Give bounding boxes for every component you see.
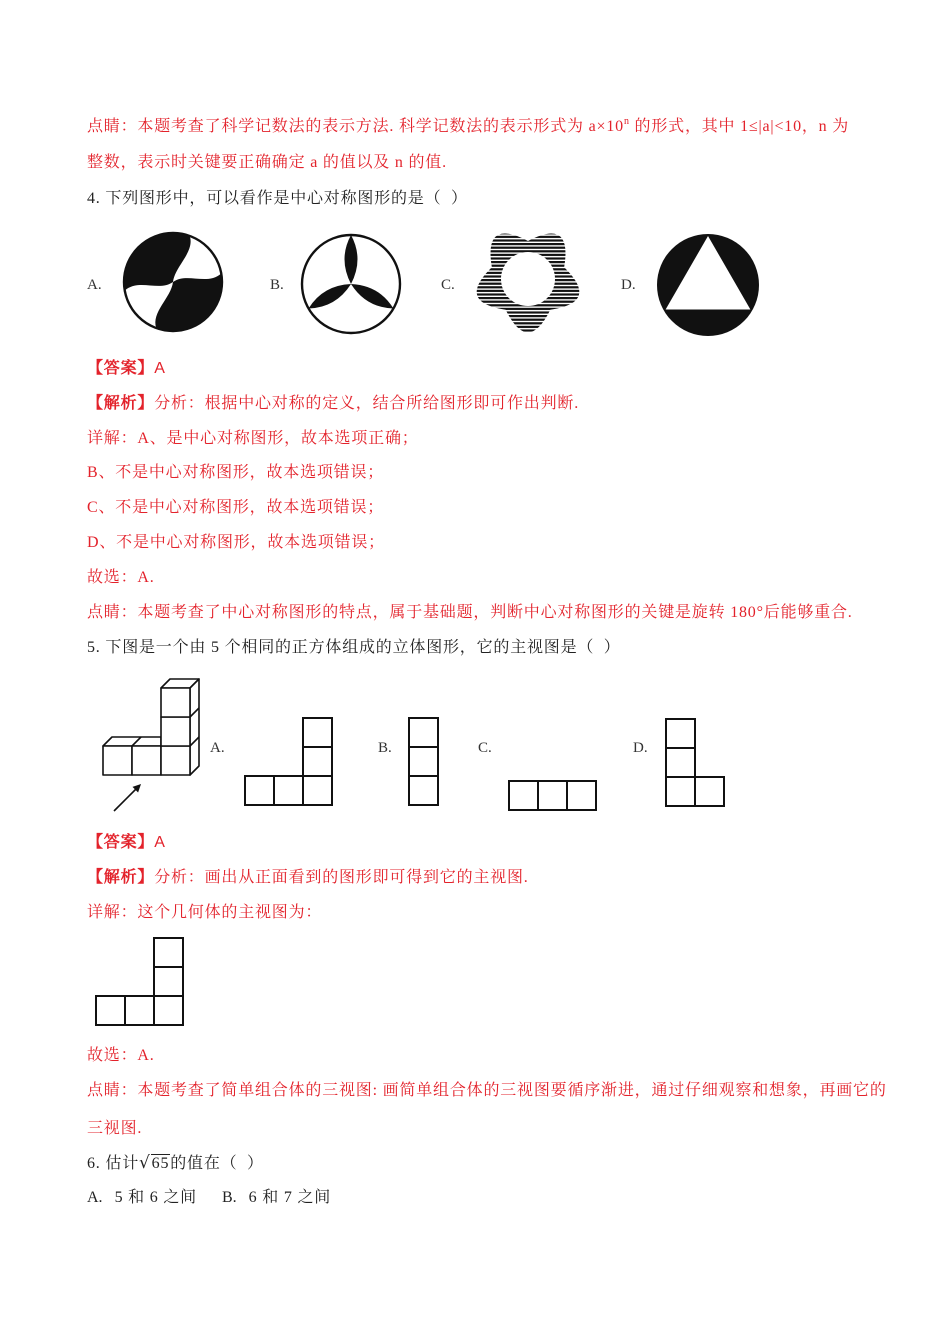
q5-analysis <box>87 866 529 890</box>
q3-note-line-1 <box>87 115 849 139</box>
q3-note-text-a: 点睛：本题考查了科学记数法的表示方法. 科学记数法的表示形式为 a×10 <box>87 118 624 135</box>
q5-note-line-1: 点睛：本题考查了简单组合体的三视图: 画简单组合体的三视图要循序渐进，通过仔细观察和想象，再画它的 <box>87 1082 887 1099</box>
q4-stem: 4. 下列图形中，可以看作是中心对称图形的是（ ） <box>87 190 468 207</box>
q4-option-label-d: D. <box>621 277 636 293</box>
q5-figure-d-reverse-l-shape <box>666 719 724 806</box>
q5-cube-solid-figure <box>103 679 199 775</box>
q5-option-label-b: B. <box>378 740 392 756</box>
q5-note-line-2: 三视图. <box>87 1120 143 1137</box>
q4-answer-tag: 【答案】 <box>87 360 155 377</box>
q5-answer <box>87 831 166 855</box>
view-direction-arrow-icon <box>114 784 141 811</box>
q5-analysis-text: 分析：画出从正面看到的图形即可得到它的主视图. <box>154 869 529 886</box>
q5-option-label-a: A. <box>210 740 225 756</box>
q5-figure-b-vertical-column <box>409 718 438 805</box>
q4-analysis-tag: 【解析】 <box>87 395 155 412</box>
q6-option-a-label: A. <box>87 1189 103 1206</box>
q5-detail: 详解：这个几何体的主视图为： <box>87 904 323 921</box>
q6-stem-suffix: 的值在（ ） <box>170 1155 264 1172</box>
q4-figure-a-swirl-circle <box>124 233 222 331</box>
q6-option-b <box>222 1186 331 1210</box>
q4-detail-b: B、不是中心对称图形，故本选项错误； <box>87 464 385 481</box>
radicand: 65 <box>151 1155 170 1172</box>
q5-front-view-answer-figure <box>96 938 183 1025</box>
q4-detail-d: D、不是中心对称图形，故本选项错误； <box>87 534 385 551</box>
radical-sign: √ <box>139 1153 151 1173</box>
q4-analysis-text: 分析：根据中心对称的定义，结合所给图形即可作出判断. <box>154 395 580 412</box>
q4-detail-c: C、不是中心对称图形，故本选项错误； <box>87 499 385 516</box>
q4-option-label-b: B. <box>270 277 284 293</box>
q6-option-b-label: B. <box>222 1189 237 1206</box>
q4-answer <box>87 357 166 381</box>
q4-conclusion: 故选：A. <box>87 569 155 586</box>
q5-answer-value: A <box>154 834 166 851</box>
q3-note-line-2: 整数，表示时关键要正确确定 a 的值以及 n 的值. <box>87 154 447 171</box>
q6-option-a-text: 5 和 6 之间 <box>114 1189 197 1206</box>
q6-stem <box>87 1151 264 1175</box>
q6-option-a <box>87 1186 197 1210</box>
q5-figure-c-horizontal-row <box>509 781 596 810</box>
q3-note-text-b: 的形式，其中 1≤|a|<10，n 为 <box>629 118 850 135</box>
q6-stem-prefix: 6. 估计 <box>87 1155 139 1172</box>
q4-detail-a: 详解：A、是中心对称图形，故本选项正确； <box>87 430 419 447</box>
exponent-n: n <box>623 116 630 127</box>
q5-conclusion: 故选：A. <box>87 1047 155 1064</box>
q4-option-label-c: C. <box>441 277 455 293</box>
q4-figure-c-striped-flower <box>477 233 580 332</box>
q5-analysis-tag: 【解析】 <box>87 869 155 886</box>
q5-option-label-d: D. <box>633 740 648 756</box>
q5-answer-tag: 【答案】 <box>87 834 155 851</box>
q4-option-label-a: A. <box>87 277 102 293</box>
q6-option-b-text: 6 和 7 之间 <box>248 1189 332 1206</box>
q4-analysis <box>87 392 579 416</box>
q5-stem: 5. 下图是一个由 5 个相同的正方体组成的立体图形，它的主视图是（ ） <box>87 639 621 656</box>
q5-figure-a-l-shape <box>245 718 332 805</box>
q5-option-label-c: C. <box>478 740 492 756</box>
q4-figure-d-circle-triangle <box>657 234 759 336</box>
q4-figure-b-three-petals <box>302 235 400 333</box>
q4-note: 点睛：本题考查了中心对称图形的特点，属于基础题，判断中心对称图形的关键是旋转 180°后能够重合. <box>87 604 853 621</box>
q4-answer-value: A <box>154 360 166 377</box>
